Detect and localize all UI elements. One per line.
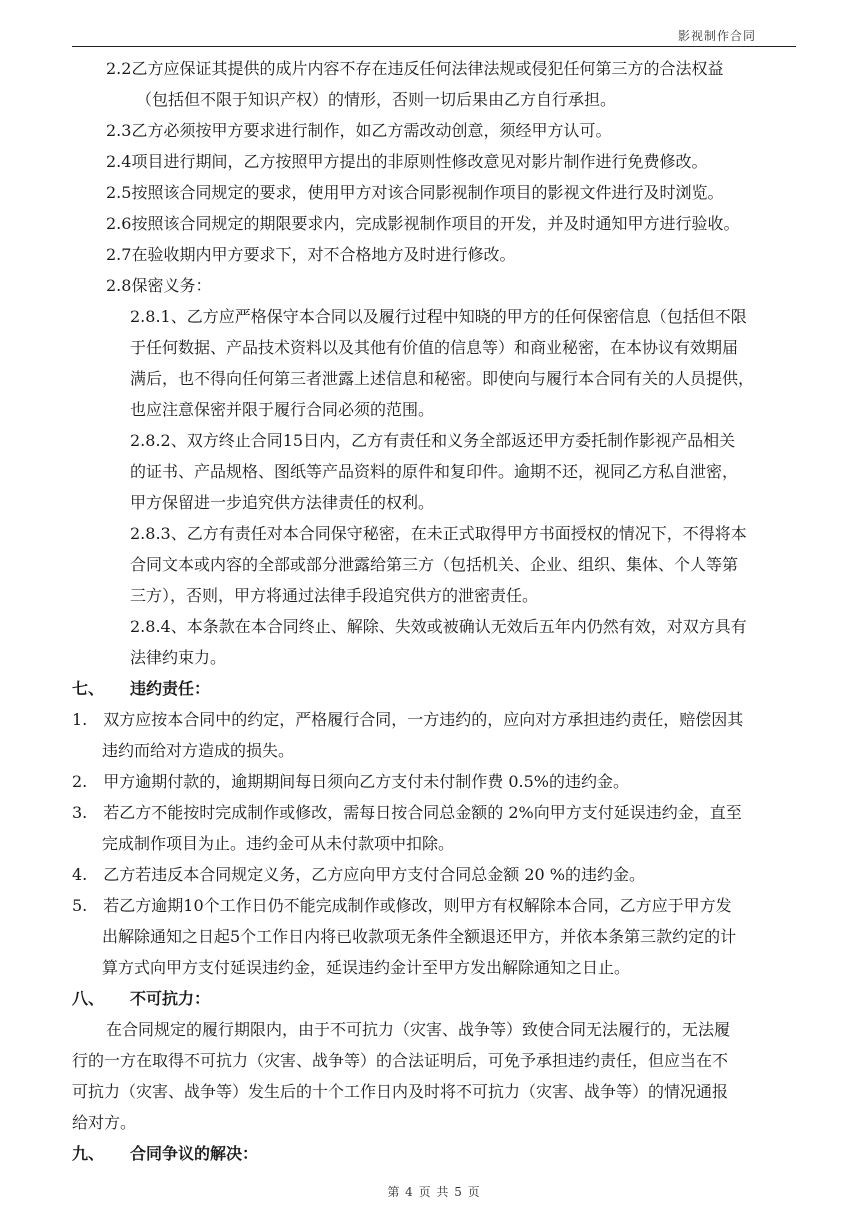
- text-line: 2.4项目进行期间，乙方按照甲方提出的非原则性修改意见对影片制作进行免费修改。: [106, 152, 708, 171]
- header-title: 影视制作合同: [677, 29, 756, 43]
- page-footer: 第 4 页 共 5 页: [387, 1185, 481, 1199]
- text-line: 2.3乙方必须按甲方要求进行制作，如乙方需改动创意，须经甲方认可。: [106, 121, 612, 140]
- text-line: 2. 甲方逾期付款的，逾期期间每日须向乙方支付未付制作费 0.5%的违约金。: [72, 772, 630, 791]
- text-line: 于任何数据、产品技术资料以及其他有价值的信息等）和商业秘密，在本协议有效期届: [130, 338, 739, 357]
- text-line: 行的一方在取得不可抗力（灾害、战争等）的合法证明后，可免予承担违约责任，但应当在不: [72, 1051, 729, 1070]
- text-line: 1. 双方应按本合同中的约定，严格履行合同，一方违约的，应向对方承担违约责任，赔偿因其: [72, 710, 744, 729]
- text-line: 合同文本或内容的全部或部分泄露给第三方（包括机关、企业、组织、集体、个人等第: [130, 555, 739, 574]
- text-line: 2.6按照该合同规定的期限要求内，完成影视制作项目的开发，并及时通知甲方进行验收。: [106, 214, 740, 233]
- text-line: 2.8.3、乙方有责任对本合同保守秘密，在未正式取得甲方书面授权的情况下，不得将本: [130, 524, 747, 543]
- text-line: 2.8.4、本条款在本合同终止、解除、失效或被确认无效后五年内仍然有效，对双方具有: [130, 617, 747, 636]
- text-line: 2.8保密义务：: [106, 276, 212, 295]
- text-line: 法律约束力。: [130, 648, 227, 667]
- text-line: 5. 若乙方逾期10个工作日仍不能完成制作或修改，则甲方有权解除本合同，乙方应于甲方发: [72, 896, 732, 915]
- text-line: 也应注意保密并限于履行合同必须的范围。: [130, 400, 435, 419]
- text-line: 2.8.1、乙方应严格保守本合同以及履行过程中知晓的甲方的任何保密信息（包括但不限: [130, 307, 747, 326]
- text-line: 算方式向甲方支付延误违约金，延误违约金计至甲方发出解除通知之日止。: [102, 958, 631, 977]
- section-number: 八、: [72, 989, 105, 1008]
- text-line: 的证书、产品规格、图纸等产品资料的原件和复印件。逾期不还，视同乙方私自泄密，: [130, 462, 739, 481]
- text-line: 甲方保留进一步追究供方法律责任的权利。: [130, 493, 435, 512]
- text-line: （包括但不限于知识产权）的情形，否则一切后果由乙方自行承担。: [136, 90, 617, 109]
- section-number: 七、: [72, 679, 105, 698]
- text-line: 可抗力（灾害、战争等）发生后的十个工作日内及时将不可抗力（灾害、战争等）的情况通报: [72, 1082, 729, 1101]
- header-rule: [72, 46, 796, 47]
- section-title: 合同争议的解决：: [130, 1144, 259, 1163]
- text-line: 2.2乙方应保证其提供的成片内容不存在违反任何法律法规或侵犯任何第三方的合法权益: [106, 59, 724, 78]
- section-title: 违约责任：: [130, 679, 211, 698]
- text-line: 给对方。: [72, 1113, 137, 1132]
- section-number: 九、: [72, 1144, 105, 1163]
- text-line: 满后，也不得向任何第三者泄露上述信息和秘密。即使向与履行本合同有关的人员提供，: [130, 369, 755, 388]
- text-line: 2.7在验收期内甲方要求下，对不合格地方及时进行修改。: [106, 245, 516, 264]
- text-line: 完成制作项目为止。违约金可从未付款项中扣除。: [102, 834, 455, 853]
- section-title: 不可抗力：: [130, 989, 211, 1008]
- text-line: 三方），否则，甲方将通过法律手段追究供方的泄密责任。: [130, 586, 539, 605]
- text-line: 出解除通知之日起5个工作日内将已收款项无条件全额退还甲方，并依本条第三款约定的计: [102, 927, 737, 946]
- text-line: 2.8.2、双方终止合同15日内，乙方有责任和义务全部返还甲方委托制作影视产品相关: [130, 431, 736, 450]
- text-line: 2.5按照该合同规定的要求，使用甲方对该合同影视制作项目的影视文件进行及时浏览。: [106, 183, 724, 202]
- text-line: 3. 若乙方不能按时完成制作或修改，需每日按合同总金额的 2%向甲方支付延误违约金，直至: [72, 803, 742, 822]
- text-line: 在合同规定的履行期限内，由于不可抗力（灾害、战争等）致使合同无法履行的，无法履: [106, 1020, 731, 1039]
- text-line: 违约而给对方造成的损失。: [102, 741, 295, 760]
- text-line: 4. 乙方若违反本合同规定义务，乙方应向甲方支付合同总金额 20 %的违约金。: [72, 865, 646, 884]
